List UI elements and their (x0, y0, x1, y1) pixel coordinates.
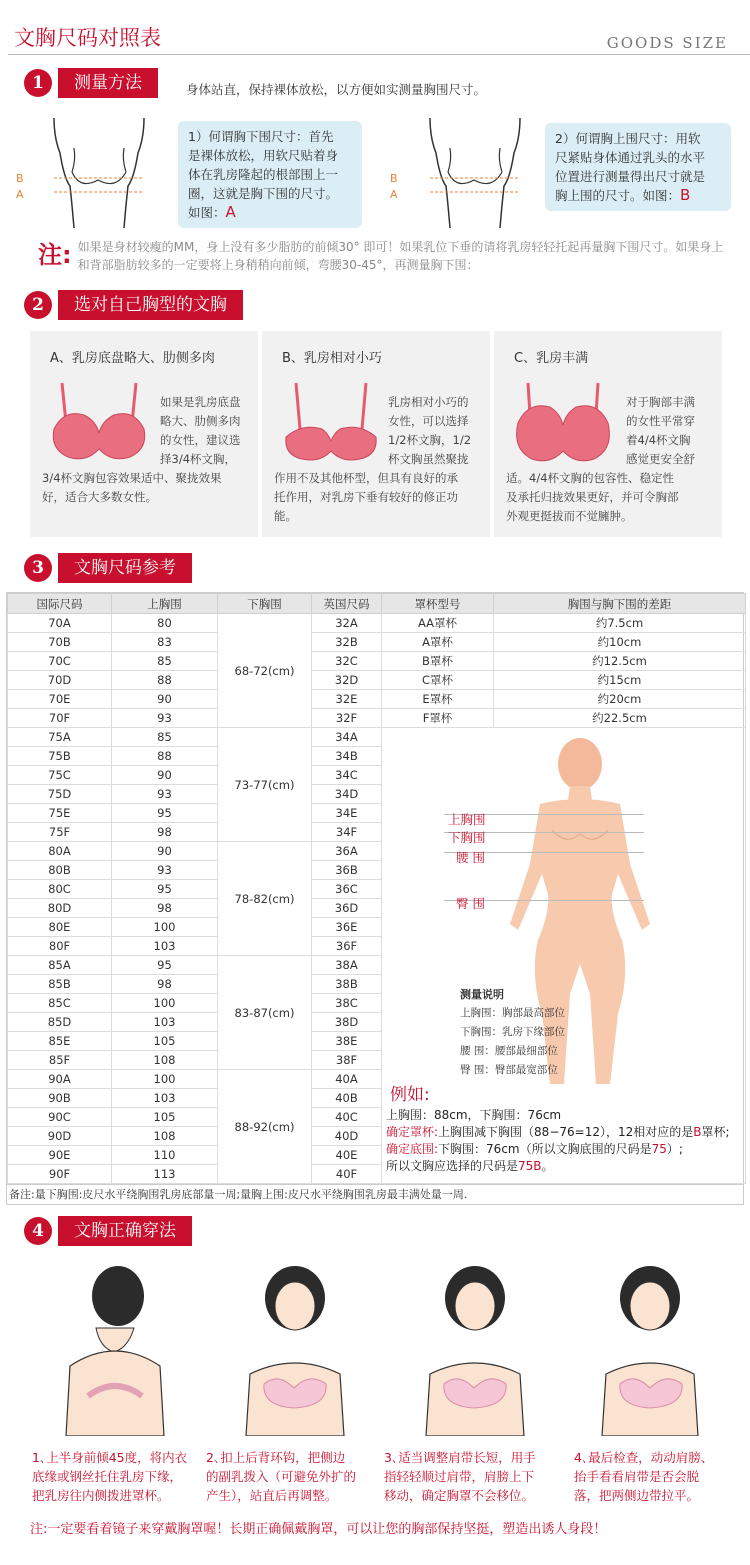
example-line-1: 上胸围：88cm，下胸围：76cm (386, 1108, 562, 1122)
label-a-left: A (16, 188, 24, 201)
cell-intl-size: 90B (8, 1089, 112, 1108)
cell-overbust: 93 (112, 709, 218, 728)
label-hip: 臀 围 (456, 896, 485, 911)
table-row (8, 614, 746, 633)
cell-uk-size: 40B (312, 1089, 382, 1108)
bra-3-4-cup-icon (40, 379, 158, 471)
cell-overbust: 98 (112, 975, 218, 994)
table-row (8, 671, 746, 690)
section-3-label: 文胸尺码参考 (58, 553, 192, 583)
cell-uk-size: 34F (312, 823, 382, 842)
section-1-label: 测量方法 (58, 68, 158, 98)
col-header-cup: 罩杯型号 (382, 594, 494, 614)
cell-uk-size: 32B (312, 633, 382, 652)
cell-overbust: 98 (112, 899, 218, 918)
cell-underbust: 88-92(cm) (218, 1070, 312, 1184)
cell-difference: 约15cm (494, 671, 746, 690)
cell-uk-size: 38A (312, 956, 382, 975)
table-remark: 备注:量下胸围:皮尺水平绕胸围乳房底部量一周;量胸上围:皮尺水平绕胸围乳房最丰满处量一周. (7, 1184, 743, 1204)
cell-difference: 约10cm (494, 633, 746, 652)
legend-under: 下胸围：乳房下缘部位 (460, 1026, 565, 1038)
label-a-right: A (390, 188, 398, 201)
step-1-illustration (40, 1256, 190, 1436)
cell-overbust: 98 (112, 823, 218, 842)
cell-uk-size: 34C (312, 766, 382, 785)
cell-overbust: 100 (112, 918, 218, 937)
cell-uk-size: 40C (312, 1108, 382, 1127)
cell-intl-size: 70E (8, 690, 112, 709)
cell-intl-size: 80B (8, 861, 112, 880)
cell-underbust: 83-87(cm) (218, 956, 312, 1070)
table-row (8, 633, 746, 652)
note-mark: 注: (38, 241, 72, 269)
cell-underbust: 73-77(cm) (218, 728, 312, 842)
cell-uk-size: 38E (312, 1032, 382, 1051)
cell-difference: 约22.5cm (494, 709, 746, 728)
cell-overbust: 90 (112, 690, 218, 709)
section-4-label: 文胸正确穿法 (58, 1216, 192, 1246)
cell-intl-size: 70A (8, 614, 112, 633)
cell-overbust: 103 (112, 937, 218, 956)
final-note: 注:一定要看着镜子来穿戴胸罩喔！长期正确佩戴胸罩，可以让您的胸部保持坚挺，塑造出诱人身段！ (30, 1522, 607, 1537)
col-header-difference: 胸围与胸下围的差距 (494, 594, 746, 614)
cell-intl-size: 85D (8, 1013, 112, 1032)
cell-overbust: 108 (112, 1127, 218, 1146)
cell-underbust: 78-82(cm) (218, 842, 312, 956)
cell-difference: 约20cm (494, 690, 746, 709)
cell-uk-size: 38B (312, 975, 382, 994)
step-1-caption: 1､上半身前倾45度，将内衣 底缘或钢丝托住乳房下缘， 把乳房往内侧拨进罩杯。 (32, 1450, 188, 1503)
cell-cup: B罩杯 (382, 652, 494, 671)
size-table-container (6, 592, 744, 1205)
bra-4-4-cup-icon (504, 379, 622, 471)
label-upper-bust: 上胸围 (448, 812, 486, 827)
cell-intl-size: 90A (8, 1070, 112, 1089)
cell-overbust: 90 (112, 842, 218, 861)
col-header-uk: 英国尺码 (312, 594, 382, 614)
overbust-explanation: 2）何谓胸上围尺寸：用软 尺紧贴身体通过乳头的水平 位置进行测量得出尺寸就是 胸上围的尺寸。如图：B (545, 123, 731, 211)
cell-uk-size: 38F (312, 1051, 382, 1070)
section-1-number: 1 (24, 69, 52, 97)
cell-intl-size: 90D (8, 1127, 112, 1146)
cell-overbust: 85 (112, 652, 218, 671)
example-line-4: 所以文胸应选择的尺码是75B。 (386, 1159, 554, 1173)
step-4-caption: 4､最后检查，动动肩膀、 抬手看看肩带是否会脱 落，把两侧边带拉平。 (574, 1450, 714, 1503)
cell-difference: 约7.5cm (494, 614, 746, 633)
cell-cup: AA罩杯 (382, 614, 494, 633)
cell-intl-size: 70D (8, 671, 112, 690)
table-header-row (8, 594, 746, 614)
cell-uk-size: 34A (312, 728, 382, 747)
cell-uk-size: 32E (312, 690, 382, 709)
cell-overbust: 110 (112, 1146, 218, 1165)
cell-overbust: 95 (112, 956, 218, 975)
cell-uk-size: 38C (312, 994, 382, 1013)
cell-intl-size: 85F (8, 1051, 112, 1070)
goods-size-label: GOODS SIZE (606, 34, 728, 52)
cell-uk-size: 40A (312, 1070, 382, 1089)
section-3-heading (24, 553, 192, 583)
cell-intl-size: 75F (8, 823, 112, 842)
step-4-illustration (580, 1256, 730, 1436)
example-title: 例如: (390, 1085, 430, 1105)
section-2-number: 2 (24, 291, 52, 319)
cell-uk-size: 40E (312, 1146, 382, 1165)
legend-upper: 上胸围：胸部最高部位 (460, 1007, 565, 1019)
cell-intl-size: 80A (8, 842, 112, 861)
cell-intl-size: 75C (8, 766, 112, 785)
cell-uk-size: 36F (312, 937, 382, 956)
cell-intl-size: 70C (8, 652, 112, 671)
cell-uk-size: 34B (312, 747, 382, 766)
cell-overbust: 88 (112, 747, 218, 766)
cell-uk-size: 32F (312, 709, 382, 728)
cell-intl-size: 80F (8, 937, 112, 956)
cell-intl-size: 80D (8, 899, 112, 918)
table-row (8, 690, 746, 709)
cell-intl-size: 75A (8, 728, 112, 747)
cell-uk-size: 36E (312, 918, 382, 937)
cell-overbust: 105 (112, 1108, 218, 1127)
cell-uk-size: 36D (312, 899, 382, 918)
cell-overbust: 93 (112, 861, 218, 880)
cell-cup: E罩杯 (382, 690, 494, 709)
cell-intl-size: 75E (8, 804, 112, 823)
cell-uk-size: 34E (312, 804, 382, 823)
cell-uk-size: 40F (312, 1165, 382, 1184)
cell-overbust: 113 (112, 1165, 218, 1184)
underbust-explanation: 1）何谓胸下围尺寸：首先 是裸体放松，用软尺贴着身 体在乳房隆起的根部围上一 圈，这就是胸下围的尺寸。 如图：A (178, 121, 362, 228)
legend-waist: 腰 围：腰部最细部位 (460, 1045, 558, 1057)
cell-overbust: 95 (112, 804, 218, 823)
cell-uk-size: 34D (312, 785, 382, 804)
cell-overbust: 108 (112, 1051, 218, 1070)
step-3-caption: 3､适当调整肩带长短，用手 指轻轻顺过肩带，肩膀上下 移动，确定胸罩不会移位。 (384, 1450, 536, 1503)
page-title: 文胸尺码对照表 (14, 26, 161, 50)
cell-overbust: 103 (112, 1013, 218, 1032)
measure-intro: 身体站直，保持裸体放松，以方便如实测量胸围尺寸。 (186, 82, 487, 97)
cell-uk-size: 40D (312, 1127, 382, 1146)
step-2-caption: 2､扣上后背环钩，把侧边 的副乳拨入（可避免外扩的 产生），站直后再调整。 (206, 1450, 357, 1503)
col-header-underbust: 下胸围 (218, 594, 312, 614)
label-waist: 腰 围 (456, 850, 485, 865)
table-row (8, 728, 746, 747)
cell-overbust: 85 (112, 728, 218, 747)
cell-overbust: 90 (112, 766, 218, 785)
cell-intl-size: 75D (8, 785, 112, 804)
cell-overbust: 88 (112, 671, 218, 690)
cell-overbust: 100 (112, 1070, 218, 1089)
cell-intl-size: 70F (8, 709, 112, 728)
cell-uk-size: 38D (312, 1013, 382, 1032)
table-row (8, 652, 746, 671)
cell-uk-size: 32A (312, 614, 382, 633)
cell-intl-size: 90C (8, 1108, 112, 1127)
fig-letter-a: A (225, 203, 236, 221)
cell-overbust: 100 (112, 994, 218, 1013)
col-header-overbust: 上胸围 (112, 594, 218, 614)
cell-overbust: 83 (112, 633, 218, 652)
label-b-right: B (390, 172, 398, 185)
section-2-label: 选对自己胸型的文胸 (58, 290, 243, 320)
cell-uk-size: 32C (312, 652, 382, 671)
note-text: 如果是身材较瘦的MM，身上没有多少脂肪的前倾30° 即可！如果乳位下垂的请将乳房轻轻托起再量胸下围尺寸。如果身上和背部脂肪较多的一定要将上身稍稍向前倾，弯腰30-45°，再测量胸下围： (77, 240, 724, 272)
legend-title: 测量说明 (460, 988, 504, 1001)
legend-hip: 臀 围：臀部最宽部位 (460, 1064, 558, 1076)
cell-intl-size: 70B (8, 633, 112, 652)
cell-intl-size: 85E (8, 1032, 112, 1051)
cell-cup: A罩杯 (382, 633, 494, 652)
cell-intl-size: 85B (8, 975, 112, 994)
label-under-bust: 下胸围 (448, 830, 486, 845)
cell-overbust: 103 (112, 1089, 218, 1108)
col-header-intl: 国际尺码 (8, 594, 112, 614)
torso-illustration-b (410, 108, 540, 228)
example-line-3: 确定底围:下胸围：76cm（所以文胸底围的尺码是75）; (386, 1142, 683, 1156)
size-table (7, 593, 746, 1184)
header-divider (8, 54, 750, 55)
cell-overbust: 93 (112, 785, 218, 804)
bra-type-card-b: B、乳房相对小巧 乳房相对小巧的 女性，可以选择 1/2杯文胸，1/2 杯文胸虽然聚拢 作用不及其他杯型，但具有良好的承 托作用，对乳房下垂有较好的修正功 能。 (262, 331, 490, 537)
fig-letter-b: B (680, 186, 691, 204)
section-1-heading (24, 68, 158, 98)
cell-intl-size: 85A (8, 956, 112, 975)
section-4-heading (24, 1216, 192, 1246)
section-2-heading (24, 290, 243, 320)
cell-intl-size: 85C (8, 994, 112, 1013)
cell-underbust: 68-72(cm) (218, 614, 312, 728)
step-2-illustration (220, 1256, 370, 1436)
bra-type-card-c: C、乳房丰满 对于胸部丰满 的女性平常穿 着4/4杯文胸 感觉更安全舒 适。4/4杯文胸的包容性、稳定性 及承托归拢效果更好，并可令胸部 外观更挺拔而不觉臃肿。 (494, 331, 722, 537)
cell-intl-size: 90E (8, 1146, 112, 1165)
measure-note (38, 238, 728, 274)
label-b-left: B (16, 172, 24, 185)
cell-cup: F罩杯 (382, 709, 494, 728)
cell-difference: 约12.5cm (494, 652, 746, 671)
section-4-number: 4 (24, 1217, 52, 1245)
bra-1-2-cup-icon (272, 379, 390, 471)
cell-overbust: 105 (112, 1032, 218, 1051)
cell-overbust: 95 (112, 880, 218, 899)
example-line-2: 确定罩杯:上胸围减下胸围（88−76=12），12相对应的是B罩杯; (386, 1125, 730, 1139)
cell-intl-size: 75B (8, 747, 112, 766)
cell-intl-size: 80E (8, 918, 112, 937)
bra-type-card-a: A、乳房底盘略大、肋侧多肉 如果是乳房底盘 略大、肋侧多肉 的女性，建议选 择3/4杯文胸， 3/4杯文胸包容效果适中、聚拢效果 好，适合大多数女性。 (30, 331, 258, 537)
cell-uk-size: 36A (312, 842, 382, 861)
cell-cup: C罩杯 (382, 671, 494, 690)
cell-uk-size: 36C (312, 880, 382, 899)
cell-uk-size: 36B (312, 861, 382, 880)
step-3-illustration (400, 1256, 550, 1436)
cell-overbust: 80 (112, 614, 218, 633)
cell-intl-size: 80C (8, 880, 112, 899)
cell-uk-size: 32D (312, 671, 382, 690)
section-3-number: 3 (24, 554, 52, 582)
torso-illustration-a (34, 108, 164, 228)
cell-intl-size: 90F (8, 1165, 112, 1184)
table-row (8, 709, 746, 728)
